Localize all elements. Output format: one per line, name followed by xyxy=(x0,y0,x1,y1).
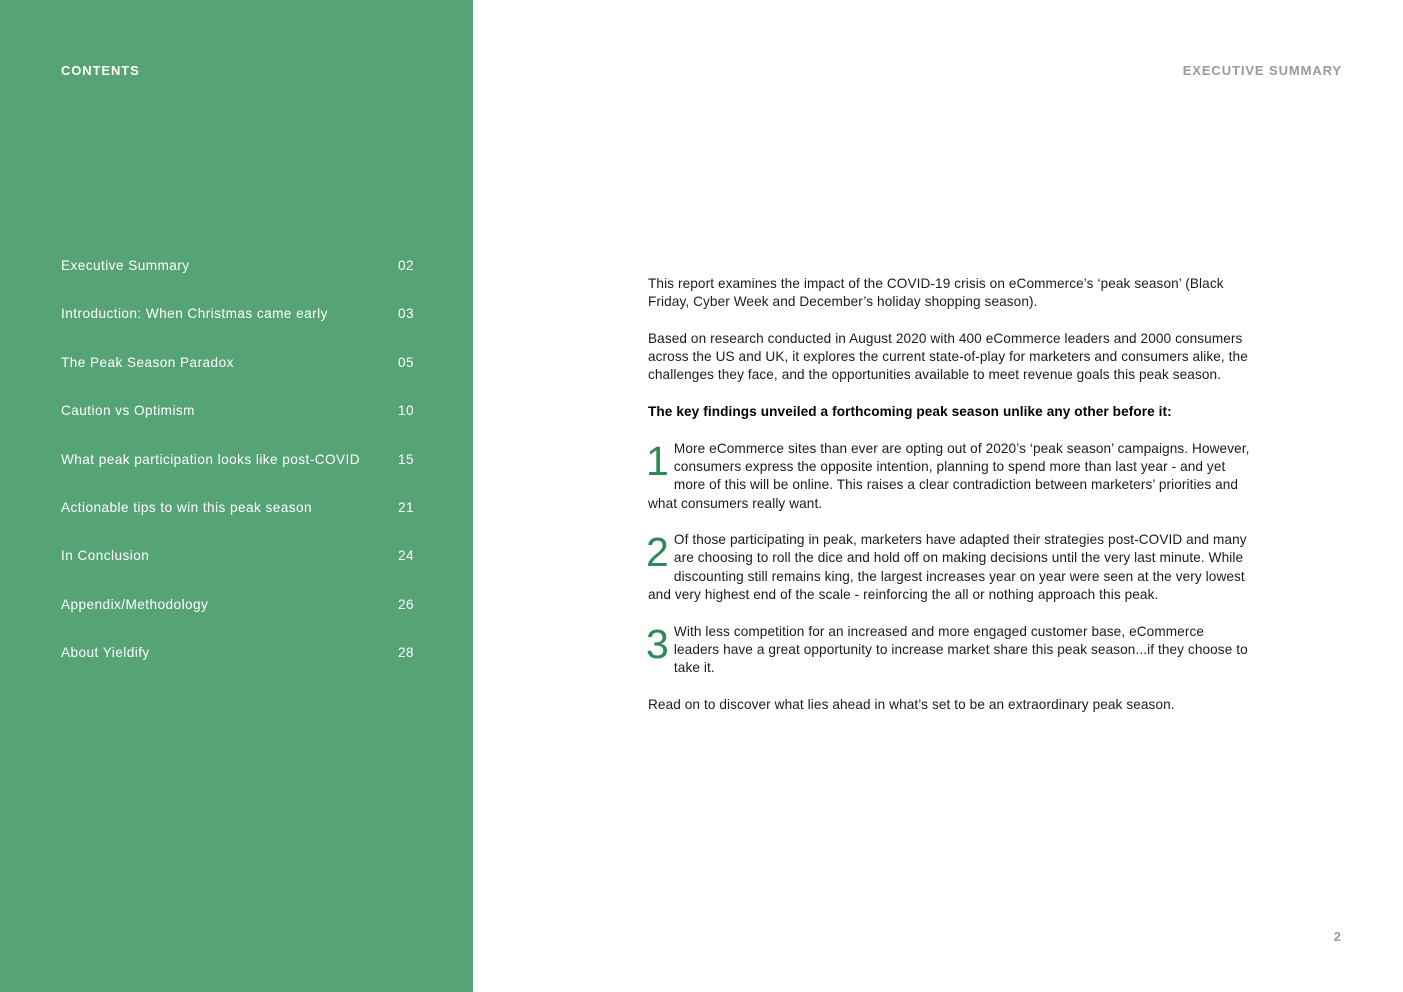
finding-3 xyxy=(646,620,1252,678)
toc-item-executive-summary[interactable] xyxy=(61,258,421,306)
closing-paragraph: Read on to discover what lies ahead in what’s set to be an extraordinary peak season. xyxy=(648,696,1175,712)
toc-item-label: The Peak Season Paradox xyxy=(61,354,234,370)
table-of-contents xyxy=(61,258,421,694)
intro-paragraph: This report examines the impact of the COVID-19 crisis on eCommerce’s ‘peak season’ (Black Friday, Cyber Week and December’s holiday shopping season). xyxy=(648,276,1224,310)
finding-1 xyxy=(646,437,1252,513)
finding-number: 1 xyxy=(646,437,669,484)
contents-sidebar xyxy=(0,0,473,992)
toc-item-label: About Yieldify xyxy=(61,645,150,661)
toc-item-page: 21 xyxy=(398,499,415,515)
toc-item-label: Actionable tips to win this peak season xyxy=(61,499,313,515)
finding-number: 2 xyxy=(646,529,669,576)
toc-item-page: 28 xyxy=(398,645,415,661)
toc-item-about-yieldify[interactable] xyxy=(61,645,421,693)
finding-2 xyxy=(648,531,1252,604)
toc-item-actionable-tips[interactable] xyxy=(61,500,421,548)
finding-text: More eCommerce sites than ever are opting out of 2020’s ‘peak season’ campaigns. However, consumers express the opposite intention, planning to spend more than last year - and yet more of this will be online. This raises a clear contradiction between marketers’ priorities and what consumers really want. xyxy=(648,440,1250,511)
toc-item-page: 15 xyxy=(398,451,415,467)
toc-item-in-conclusion[interactable] xyxy=(61,548,421,596)
finding-text: With less competition for an increased and more engaged customer base, eCommerce leaders have a great opportunity to increase market share this peak season...if they choose to take it. xyxy=(673,623,1248,676)
toc-item-page: 03 xyxy=(398,306,415,322)
toc-item-label: Caution vs Optimism xyxy=(61,403,195,419)
toc-item-label: Appendix/Methodology xyxy=(61,596,209,612)
research-paragraph: Based on research conducted in August 2020 with 400 eCommerce leaders and 2000 consumers across the US and UK, it explores the current state-of-play for marketers and consumers alike, the challenges they face, and the opportunities available to meet revenue goals this peak season. xyxy=(648,330,1248,383)
finding-text: Of those participating in peak, marketers have adapted their strategies post-COVID and many are choosing to roll the dice and hold off on making decisions until the very last minute. While discounting still remains king, the largest increases year on year were seen at the very lowest and very highest end of the scale - reinforcing the all or nothing approach this peak. xyxy=(648,532,1247,603)
toc-item-peak-season-paradox[interactable] xyxy=(61,355,421,403)
section-title: EXECUTIVE SUMMARY xyxy=(1182,63,1342,78)
executive-summary-body xyxy=(648,275,1252,732)
key-findings-lead: The key findings unveiled a forthcoming peak season unlike any other before it: xyxy=(648,404,1172,420)
toc-item-introduction[interactable] xyxy=(61,306,421,354)
finding-number: 3 xyxy=(646,620,669,667)
toc-item-page: 10 xyxy=(398,403,415,419)
toc-item-appendix-methodology[interactable] xyxy=(61,597,421,645)
toc-item-page: 02 xyxy=(398,258,415,273)
toc-item-label: Executive Summary xyxy=(61,258,190,273)
contents-title: CONTENTS xyxy=(61,63,140,78)
toc-item-page: 26 xyxy=(398,596,415,612)
page-number: 2 xyxy=(1333,929,1341,944)
toc-item-label: What peak participation looks like post-COVID xyxy=(61,451,361,467)
toc-item-page: 05 xyxy=(398,354,415,370)
toc-item-label: In Conclusion xyxy=(61,548,150,564)
toc-item-label: Introduction: When Christmas came early xyxy=(61,306,328,322)
toc-item-page: 24 xyxy=(398,548,415,564)
toc-item-peak-participation[interactable] xyxy=(61,452,421,500)
toc-item-caution-vs-optimism[interactable] xyxy=(61,403,421,451)
